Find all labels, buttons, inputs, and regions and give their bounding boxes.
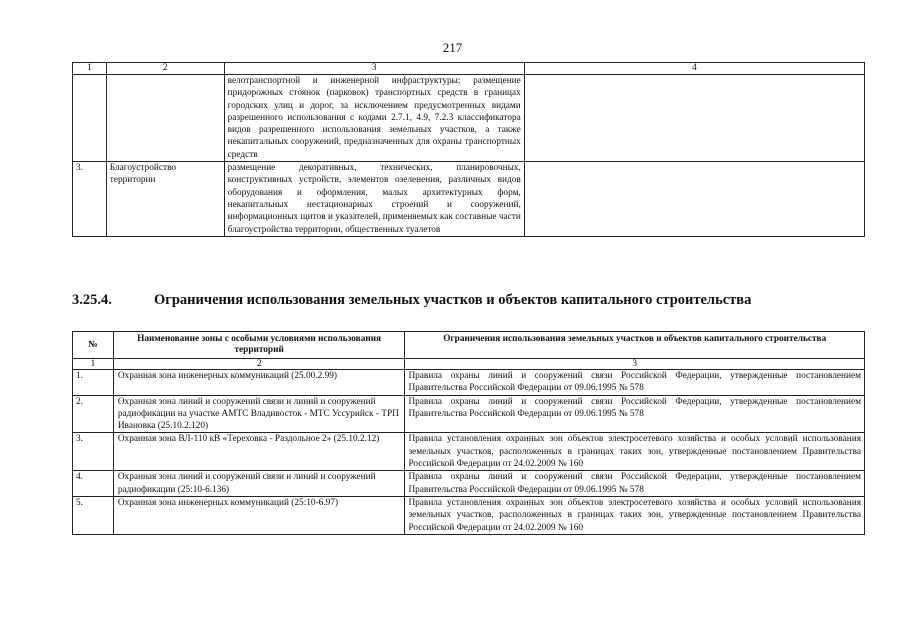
row-number-cell bbox=[73, 75, 107, 162]
restriction-cell: Правила установления охранных зон объектов электросетевого хозяйства и особых условий использования земельных участков, расположенных в границах таких зон, утвержденные постановлением Правительства Российской Федерации от 24.02.2009 № 160 bbox=[405, 496, 865, 534]
column-number: 3 bbox=[224, 63, 524, 75]
restriction-cell: Правила охраны линий и сооружений связи Российской Федерации, утвержденные постановлением Правительства Российской Федерации от 09.06.1995 № 578 bbox=[405, 395, 865, 433]
row-number-cell: 3. bbox=[73, 162, 107, 237]
section-title: Ограничения использования земельных участков и объектов капитального строительства bbox=[154, 292, 752, 308]
column-numbers-row bbox=[73, 359, 865, 370]
row-number-cell: 2. bbox=[73, 395, 114, 433]
zone-name-cell: Охранная зона инженерных коммуникаций (25.00.2.99) bbox=[113, 370, 405, 396]
column-number: 4 bbox=[524, 63, 864, 75]
column-number: 1 bbox=[73, 359, 114, 370]
row-number-cell: 1. bbox=[73, 370, 114, 396]
table-row bbox=[73, 471, 865, 497]
column-number: 2 bbox=[106, 63, 224, 75]
header-restrictions: Ограничения использования земельных участков и объектов капитального строительства bbox=[405, 332, 865, 359]
restriction-cell: Правила охраны линий и сооружений связи Российской Федерации, утвержденные постановлением Правительства Российской Федерации от 09.06.1995 № 578 bbox=[405, 370, 865, 396]
column-number: 3 bbox=[405, 359, 865, 370]
use-description-cell: размещение декоративных, технических, планировочных, конструктивных устройств, элементов озеленения, различных видов оборудования и оформления, малых архитектурных форм, некапитальных нестационарных строений и сооружений, информационных щитов и указателей, применяемых как составные части благоустройства территории, общественных туалетов bbox=[224, 162, 524, 237]
restriction-cell: Правила охраны линий и сооружений связи Российской Федерации, утвержденные постановлением Правительства Российской Федерации от 09.06.1995 № 578 bbox=[405, 471, 865, 497]
zone-name-cell: Охранная зона инженерных коммуникаций (25:10-6.97) bbox=[113, 496, 405, 534]
column-number: 1 bbox=[73, 63, 107, 75]
section-number: 3.25.4. bbox=[72, 292, 112, 308]
column-number: 2 bbox=[113, 359, 405, 370]
use-description-cell: велотранспортной и инженерной инфраструктуры; размещение придорожных стоянок (парковок) транспортных средств в границах городских улиц и дорог, за исключением предусмотренных видами разрешенного использования с кодами 2.7.1, 4.9, 7.2.3 классификатора видов разрешенного использования земельных участков, а также некапитальных сооружений, предназначенных для охраны транспортных средств bbox=[224, 75, 524, 162]
header-number: № bbox=[73, 332, 114, 359]
notes-cell bbox=[524, 162, 864, 237]
section-heading bbox=[72, 292, 872, 309]
row-number-cell: 4. bbox=[73, 471, 114, 497]
zone-name-cell: Охранная зона линий и сооружений связи и линий и сооружений радиофикации (25:10-6.136) bbox=[113, 471, 405, 497]
table-row bbox=[73, 395, 865, 433]
row-number-cell: 5. bbox=[73, 496, 114, 534]
table-header-row bbox=[73, 63, 865, 75]
notes-cell bbox=[524, 75, 864, 162]
zone-name-cell: Охранная зона линий и сооружений связи и линий и сооружений радиофикации на участке АМТС Владивосток - МТС Уссурийск - ТРП Ивановка (25.10.2.120) bbox=[113, 395, 405, 433]
table-row bbox=[73, 162, 865, 237]
permitted-use-table bbox=[72, 62, 865, 237]
table-header-row bbox=[73, 332, 865, 359]
restriction-cell: Правила установления охранных зон объектов электросетевого хозяйства и особых условий использования земельных участков, расположенных в границах таких зон, утвержденные постановлением Правительства Российской Федерации от 24.02.2009 № 160 bbox=[405, 433, 865, 471]
use-name-cell bbox=[106, 75, 224, 162]
header-zone-name: Наименование зоны с особыми условиями использования территорий bbox=[113, 332, 405, 359]
table-row bbox=[73, 75, 865, 162]
use-name-cell: Благоустройство территории bbox=[106, 162, 224, 237]
table-row bbox=[73, 433, 865, 471]
page-number: 217 bbox=[442, 40, 463, 55]
zone-name-cell: Охранная зона ВЛ-110 кВ «Тереховка - Раздольное 2» (25.10.2.12) bbox=[113, 433, 405, 471]
table-row bbox=[73, 370, 865, 396]
restrictions-table bbox=[72, 331, 865, 535]
row-number-cell: 3. bbox=[73, 433, 114, 471]
table-row bbox=[73, 496, 865, 534]
